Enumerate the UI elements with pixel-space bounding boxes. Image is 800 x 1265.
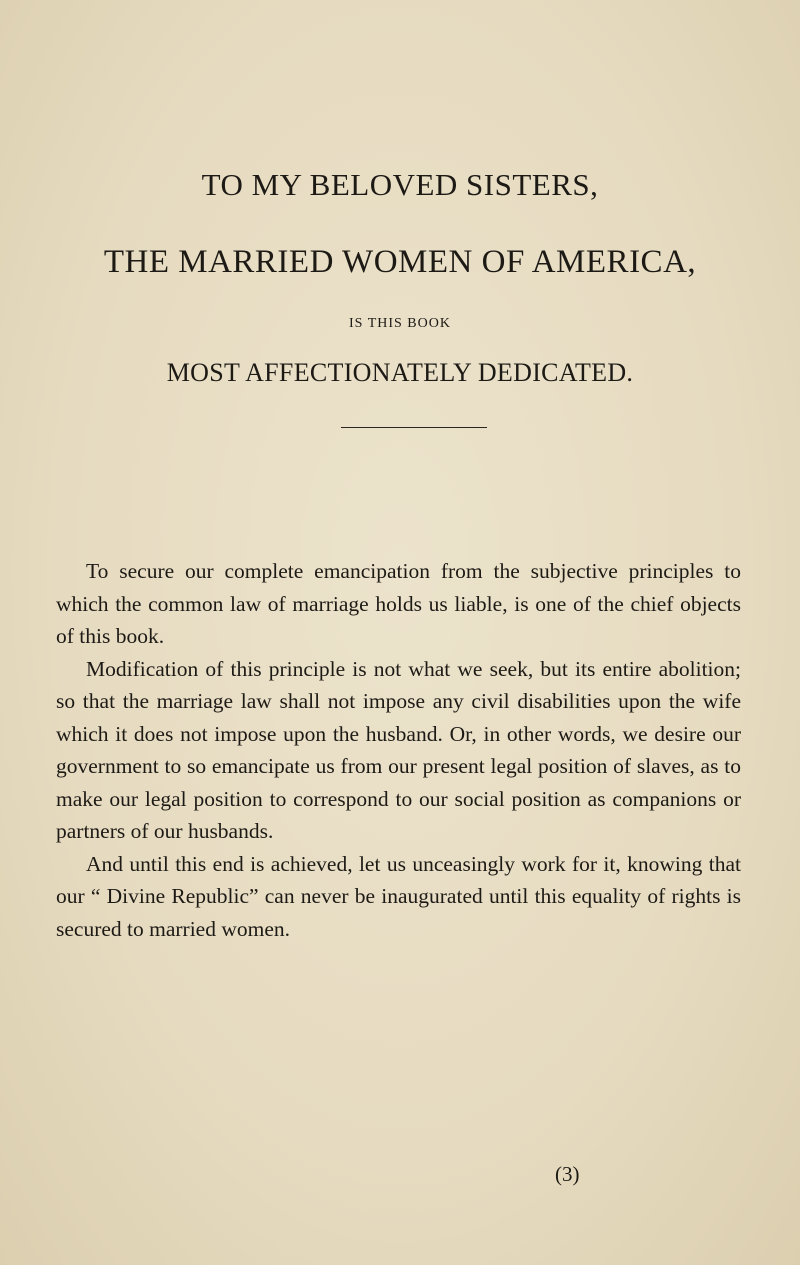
dedication-line-3: IS THIS BOOK [349, 316, 451, 331]
section-divider [341, 427, 487, 428]
dedication-line-4: MOST AFFECTIONATELY DEDICATED. [166, 358, 634, 387]
paragraph-1: To secure our complete emancipation from the subjective principles to which the common law of marriage holds us liable, is one of the chief objects of this book. [56, 559, 741, 648]
paragraph-3: And until this end is achieved, let us unceasingly work for it, knowing that our “ Divine Republic” can never be inaugurated until this equality of rights is secured to married women. [56, 851, 741, 941]
paragraph-2: Modification of this principle is not what we seek, but its entire abolition; so that the marriage law shall not impose any civil disabilities upon the wife which it does not impose upon the husband. Or, in other words, we desire our government to so emancipate us from our present legal position of slaves, as to make our legal position to correspond to our social position as companions or partners of our husbands. [56, 656, 741, 843]
dedication-line-1: TO MY BELOVED SISTERS, [201, 167, 599, 202]
page-number: (3) [555, 1162, 580, 1186]
dedication-line-2: THE MARRIED WOMEN OF AMERICA, [103, 244, 697, 280]
body-text [56, 555, 741, 945]
